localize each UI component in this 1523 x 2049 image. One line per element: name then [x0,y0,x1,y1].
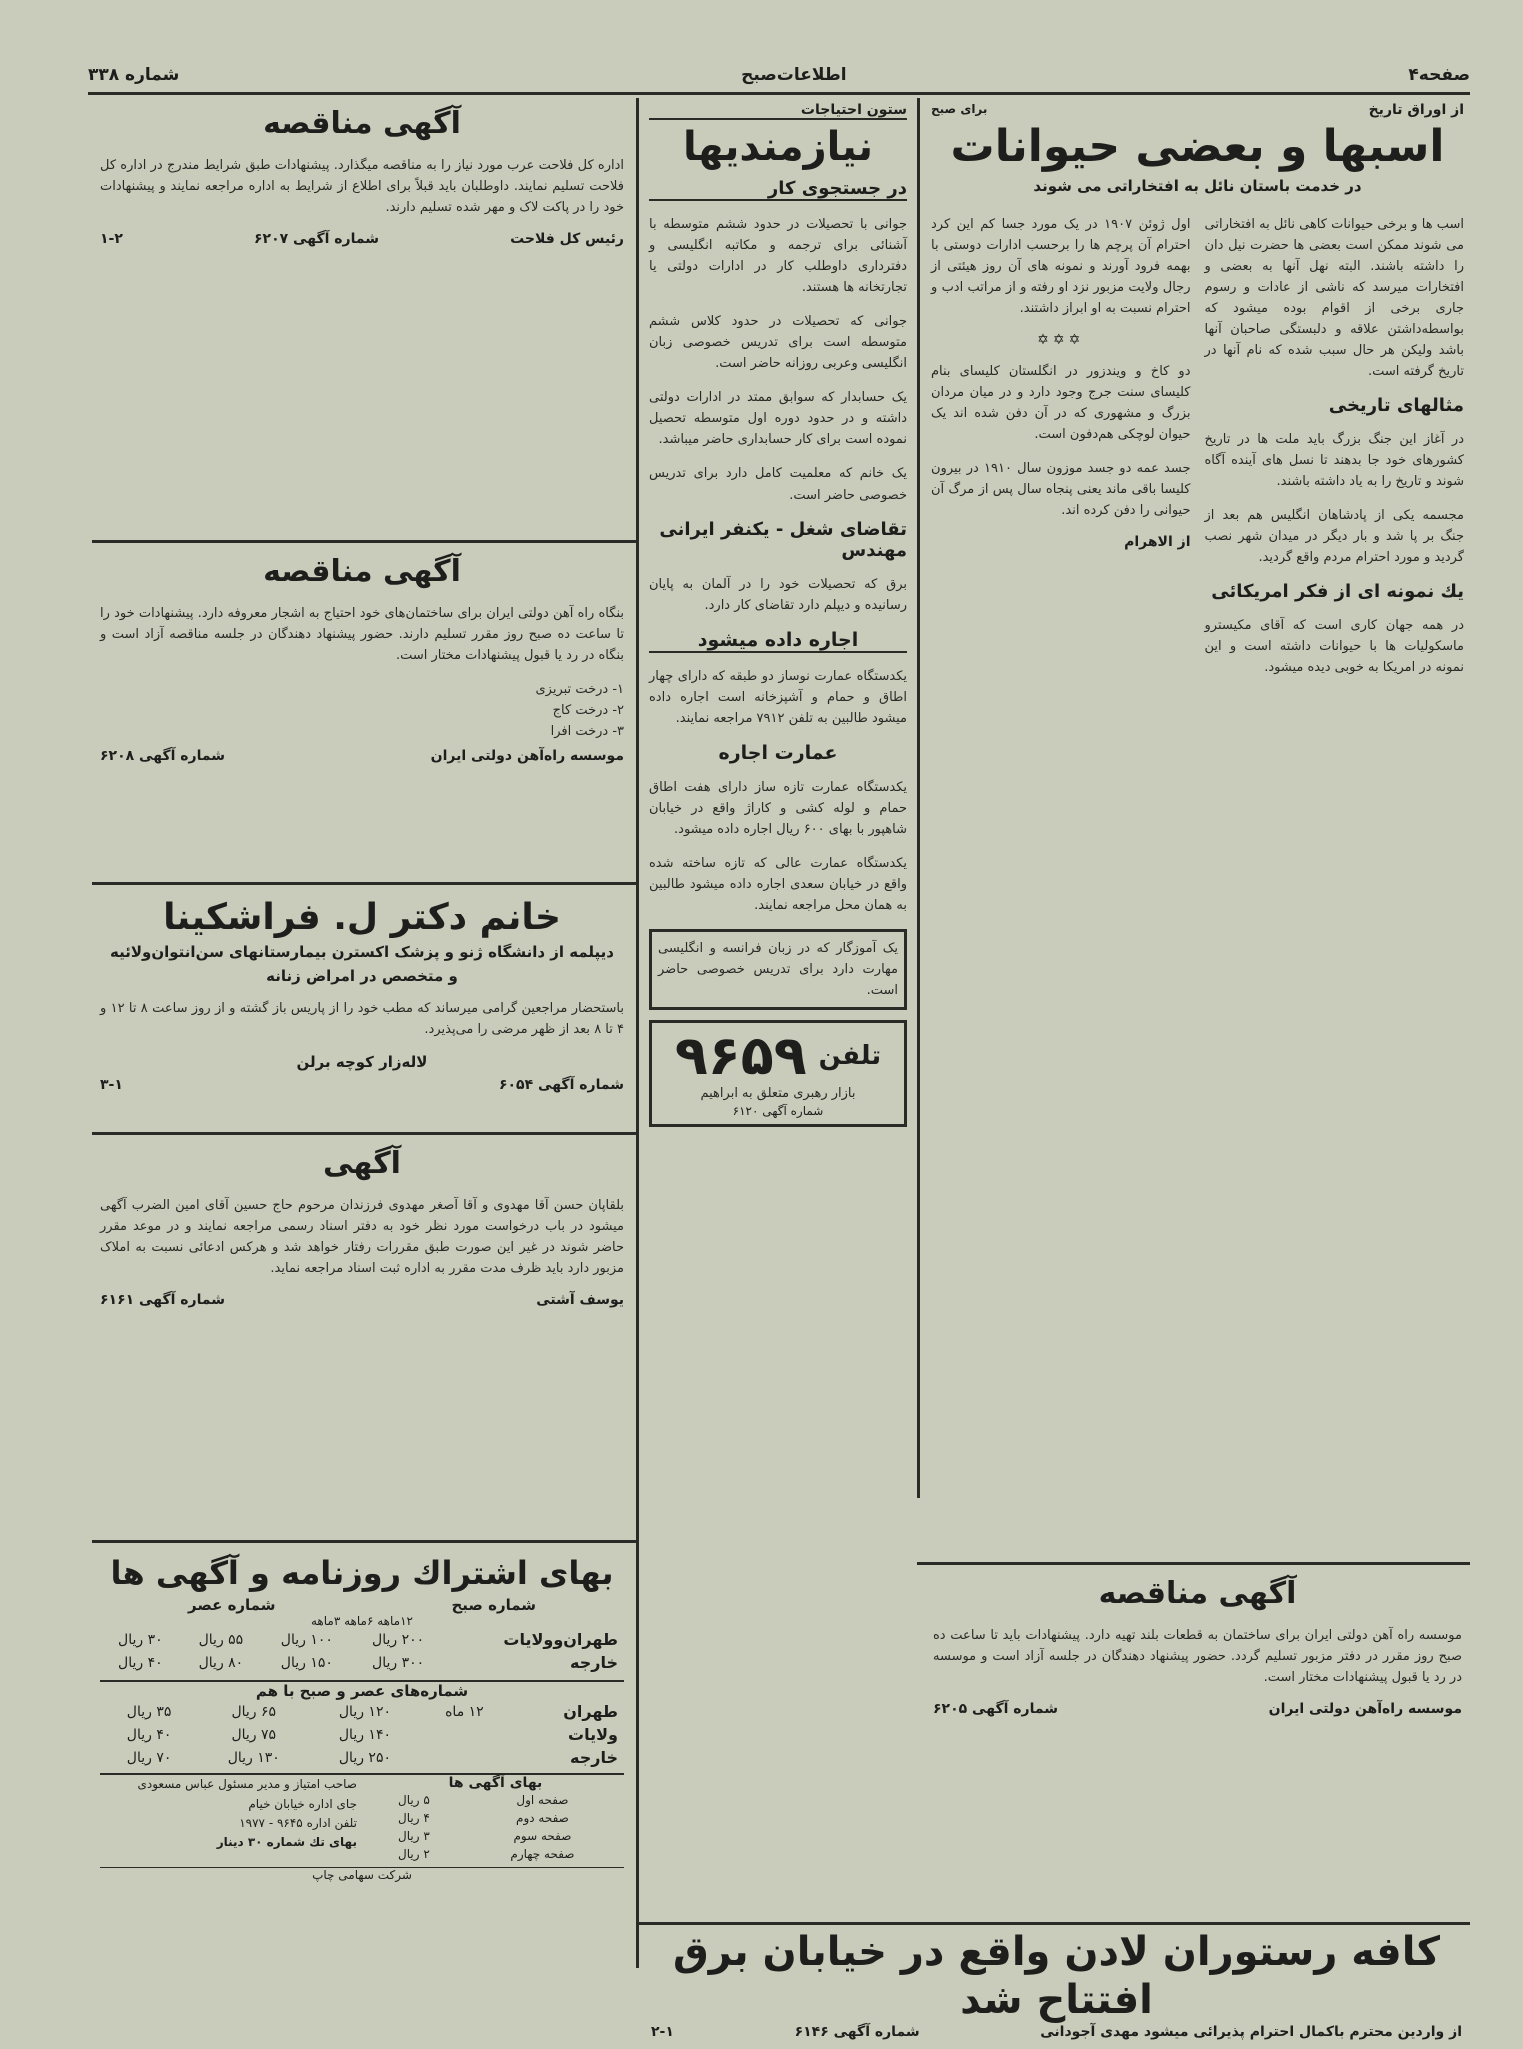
article-paragraph: در آغاز این جنگ بزرگ باید ملت ها در تاریخ کشورهای خود جا بدهند تا نسل های آینده آگاه شوند و تاریخ را به یاد داشته باشند. [1204,431,1464,490]
article-source: از الاهرام [1124,534,1191,551]
classifieds-subhead: عمارت اجاره [718,741,838,764]
divider [92,1132,636,1135]
table-cell: ۵۵ ریال [198,1631,244,1648]
column-rule-left [636,98,639,1968]
classifieds-subhead: تقاضای شغل - یکنفر ایرانی مهندس [659,518,907,561]
kicker: برای صبح [931,102,988,116]
classified-item: یکدستگاه عمارت نوساز دو طبقه که دارای چهار اطاق و حمام و آشپزخانه است اجاره داده میشود طالبین به تلفن ۷۹۱۲ مراجعه نمایند. [649,668,907,726]
classified-item: یکدستگاه عمارت تازه ساز دارای هفت اطاق حمام و لوله کشی و کاراژ واقع در خیابان شاهپور با بهای ۶۰۰ ریال اجاره داده میشود. [649,779,907,837]
divider [92,540,636,543]
article-subhead: در خدمت باستان نائل به افتخاراتی می شوند [1033,176,1362,195]
doctor-body: باستحضار مراجعین گرامی میرساند که مطب خود را از پاریس باز گشته و از روز ساعت ۸ تا ۱۲ و ۴ تا ۸ بعد از ظهر مرضی را می‌پذیرد. [100,1001,625,1038]
table-cell: ۱۳۰ ریال [227,1749,280,1766]
divider [92,882,636,885]
divider [917,1562,1470,1565]
masthead [88,58,1470,92]
article-paragraph: در همه جهان کاری است که آقای مکیسترو ماسکولیات ها با حیوانات داشته است و این نمونه در امریکا به خوبی دیده میشود. [1204,618,1464,676]
tender-title: آگهی مناقصه [1098,1576,1297,1611]
article-paragraph: مجسمه یکی از پادشاهان انگلیس هم بعد از جنگ بر پا شد و بار دیگر در میدان شهر نصب گردید و مورد احترام مردم واقع گردید. [1204,508,1464,566]
table-row: صفحه دوم ۴ ریال [398,1811,569,1826]
divider [636,1922,1470,1925]
classifieds-subhead: در جستجوی کار [649,178,907,201]
subscription-rates [92,1546,632,1966]
doctor-credentials: دیپلمه از دانشگاه ژنو و پزشک اکسترن بیمارستانهای سن‌انتوان‌ولائیه [109,943,615,962]
table-cell: ۴۰ ریال [118,1654,163,1671]
tender-footer [100,231,624,247]
tender-signature: رئیس کل فلاحت [510,231,624,248]
classified-item: جوانی با تحصیلات در حدود ششم متوسطه با آشنائی برای ترجمه و مکاتبه انگلیسی و دفترداری داوطلب کار در ادارات دولتی یا تجارتخانه ها هستند. [649,217,907,296]
table-cell: ۱۰۰ ریال [280,1631,333,1648]
cafe-subtitle: از واردین محترم باکمال احترام پذیرائی میشود مهدی آجودانی [1040,2024,1462,2040]
table-cell: ۶۵ ریال [231,1703,277,1720]
history-article [925,98,1470,1560]
rates-head-both: شماره‌های عصر و صبح با هم [100,1680,624,1700]
public-notice [92,1138,632,1538]
address-line: جای اداره خیابان خیام [248,1796,357,1811]
article-subheading: مثالهای تاریخی [1328,394,1464,416]
tender-footer [933,1701,1462,1717]
table-cell [421,1746,509,1769]
article-paragraph: دو کاخ و ویندزور در انگلستان کلیسای بنام کلیسای سنت جرج وجود دارد و در میان مردان بزرگ و مشهوری که در آن دفن شده اند یک حیوان لوچکی هم‌دفون است. [931,363,1191,442]
tender-item: ۳- درخت افرا [550,724,624,740]
table-row [100,1628,624,1651]
table-cell: ۱۴۰ ریال [338,1726,391,1743]
classified-item: جوانی که تحصیلات در حدود کلاس ششم متوسطه است برای تدریس خصوصی زبان انگلیسی وعربی روزانه حاضر است. [649,314,907,372]
table-cell [421,1723,509,1746]
page-label: صفحه۴ [1408,65,1470,85]
column-rule-right [917,98,920,1498]
tender-item: ۱- درخت تبریزی [535,682,624,698]
doctor-ad-code: ۳-۱ [100,1077,123,1094]
table-row [100,1700,624,1723]
table-cell: ۳۰ ریال [118,1631,163,1648]
table-row: صفحه سوم ۳ ریال [398,1829,572,1844]
tender-body: اداره کل فلاحت عرب مورد نیاز را به مناقصه میگذارد. پیشنهادات طبق شرایط مندرج در اداره کل فلاحت تسلیم نمایند. داوطلبان باید قبلاً برای اطلاع از شرایط به اداره مراجعه نمایند و پیشنهادات خود را در پاکت لاک و مهر شده تسلیم دارند. [100,158,624,216]
masthead-rule [88,92,1470,95]
phone-number: ۹۶۵۹ [674,1024,807,1088]
table-cell: ۱۲ ماه [445,1703,484,1720]
tender-signature: موسسه راه‌آهن دولتی ایران [430,748,624,765]
article-subheading: یك نمونه ای از فكر امریکائی [1211,581,1464,603]
tender-footer [100,748,624,764]
classified-item: یکدستگاه عمارت عالی که تازه ساخته شده واقع در خیابان سعدی اجاره داده میشود طالبین به همان محل مراجعه نمایند. [649,855,907,914]
row-label: طهران [563,1702,618,1722]
issue-number: شماره ۳۳۸ [88,65,180,85]
table-row [100,1723,624,1746]
separator-ornament: ✡✡✡ [1037,331,1085,348]
row-label: طهران‌وولایات [503,1630,618,1650]
rates-table-both [100,1700,624,1769]
notice-signature: یوسف آشتی [536,1292,624,1309]
table-row: صفحه اول ۵ ریال [398,1793,569,1808]
tender-number: شماره آگهی ۶۲۰۸ [100,748,226,765]
classifieds-headline: نیازمندیها [682,124,874,170]
rates-head-asr: شماره عصر [187,1596,276,1615]
section-tag: از اوراق تاریخ [1368,102,1464,118]
doctor-footer [100,1077,624,1093]
table-row [100,1651,624,1674]
tender-number: شماره آگهی ۶۲۰۷ [253,231,380,248]
section-tag: ستون احتیاجات [649,102,907,120]
doctor-ad-number: شماره آگهی ۶۰۵۴ [498,1077,624,1094]
table-cell: ۲۰۰ ریال [372,1631,425,1648]
table-cell: ۷۵ ریال [231,1726,277,1743]
notice-number: شماره آگهی ۶۱۶۱ [100,1292,226,1309]
table-cell: ۳۵ ریال [126,1703,172,1720]
row-label: خارجه [570,1653,618,1673]
row-label: ولایات [568,1725,618,1745]
phone-label: تلفن [818,1041,882,1072]
rates-head-sobh: شماره صبح [451,1596,537,1615]
table-row [100,1746,624,1769]
phone-ad [649,1020,907,1127]
row-label: خارجه [570,1748,618,1768]
classifieds-column [643,98,913,1798]
article-paragraph: اسب ها و برخی حیوانات کاهی نائل به افتخاراتی می شوند ممکن است بعضی ها حضرت نیل دان را داشته باشند. البته نهل آنها به بعضی و افتخارات میرسد که ناشی از عادات و رسوم جاری برخی از اقوام بوده میشود که بواسطه‌داشتن علاقه و دلبستگی صاحبان آنها باشد ولیکن هر حال سبب شده که نام آنها در تاریخ گرفته است. [1204,216,1464,379]
cafe-ad [643,1926,1470,2040]
classified-item: یک آموزگار که در زبان فرانسه و انگلیسی مهارت دارد برای تدریس خصوصی حاضر است. [658,941,898,999]
tender-item: ۲- درخت کاج [552,703,624,719]
phone-caption: بازار رهبری متعلق به ابراهیم [700,1086,856,1102]
doctor-ad [92,888,632,1130]
table-cell: ۸۰ ریال [198,1654,244,1671]
tender-signature: موسسه راه‌آهن دولتی ایران [1268,1701,1462,1718]
notice-body: بلقاپان حسن آقا مهدوی و آقا آصغر مهدوی فرزندان مرحوم حاج حسین آقای امین الضرب آگهی میشود در باب درخواست مورد نظر خود به دفتر اسناد رسمی مراجعه نمایند و در موعد مقرر حاضر شوند در غیر این صورت طبق مقررات رفتار خواهد شد و هرکس ادعائی نسبت به املاک مزبور دارد باید ظرف مدت مقرر به اداره ثبت اسناد مراجعه نماید. [100,1198,624,1277]
tender-title: آگهی مناقصه [263,554,461,589]
cafe-code: ۲-۱ [651,2024,674,2040]
table-cell: ۴۰ ریال [126,1726,172,1743]
notice-title: آگهی [323,1146,401,1181]
doctor-address: لاله‌زار کوچه برلن [296,1053,428,1072]
tender-notice-2 [92,546,632,880]
tender-number: شماره آگهی ۶۲۰۵ [933,1701,1059,1718]
rates-table [100,1628,624,1674]
tender-code: ۱-۲ [100,231,123,248]
printer-line: شرکت سهامی چاپ [100,1867,624,1882]
owner-line: صاحب امتیاز و مدیر مسئول عباس مسعودی [137,1777,357,1792]
table-cell: ۱۵۰ ریال [280,1654,333,1671]
classified-item: یک حسابدار که سوابق ممتد در ادارات دولتی داشته و در حدود دوره اول متوسطه تحصیل نموده است برای کار حسابداری حاضر میباشد. [649,390,907,448]
tender-notice-1 [92,98,632,538]
ad-rates-title: بهای آگهی ها [448,1775,543,1792]
doctor-specialty: و متخصص در امراض زنانه [266,967,458,986]
tender-body: موسسه راه آهن دولتی ایران برای ساختمان به قطعات بلند تهیه دارد. پیشنهادات باید تا ساعت ده صبح روز مقرر در دفتر مزبور تسلیم گردد. حضور پیشنهاد دهندگان در جلسه آزاد است و موسسه در رد یا قبول پیشنهادات مختار است. [933,1628,1462,1686]
classifieds-subhead: اجاره داده میشود [649,629,907,653]
rates-periods: ۱۲ماهه ۶ماهه ۳ماهه [311,1614,413,1629]
article-headline: اسبها و بعضی حیوانات [950,121,1445,172]
cafe-number: شماره آگهی ۶۱۴۶ [794,2024,920,2040]
phones-line: تلفن اداره ۹۶۴۵ - ۱۹۷۷ [239,1815,357,1830]
article-paragraph: اول ژوئن ۱۹۰۷ در یک مورد جسا کم این کرد احترام آن پرچم ها را برحسب ادارات دوستی با بهمه فرود آورند و نمونه های آن روز هیئتی از رجال ولایت مزبور نزد او رفته و از مراتب ادب و احترام نسبت به او ابراز داشتند. [931,216,1191,316]
table-cell: ۱۲۰ ریال [338,1703,391,1720]
article-paragraph: جسد عمه دو جسد موزون سال ۱۹۱۰ در بیرون کلیسا باقی ماند یعنی پنجاه سال پس از مرگ آن حیوانی را دفن کرده اند. [931,461,1191,519]
notice-footer [100,1292,624,1308]
tender-body: بنگاه راه آهن دولتی ایران برای ساختمان‌های خود احتیاج به اشجار معروفه دارد. پیشنهادات خود را تا ساعت ده صبح روز مقرر تسلیم دارند. حضور پیشنهاد دهندگان در جلسه مناقصه آزاد است و بنگاه در رد یا قبول پیشنهادات مختار است. [100,606,624,664]
rates-title: بهای اشتراك روزنامه و آگهی ها [110,1554,614,1592]
tender-notice-3 [925,1568,1470,1918]
classified-item: برق که تحصیلات خود را در آلمان به پایان رسانیده و دیپلم دارد تقاضای کار دارد. [649,576,907,613]
ad-rates-table [367,1791,624,1863]
single-copy-price: بهای تك شماره ۳۰ دینار [216,1834,357,1849]
table-cell: ۳۰۰ ریال [372,1654,425,1671]
divider [92,1540,636,1543]
tender-title: آگهی مناقصه [263,106,461,141]
doctor-name: خانم دکتر ل. فراشکینا [163,897,561,938]
table-cell: ۷۰ ریال [126,1749,172,1766]
classified-item: یک خانم که معلمیت کامل دارد برای تدریس خصوصی حاضر است. [649,466,907,503]
paper-title: اطلاعات‌صبح [741,65,847,85]
table-row: صفحه چهارم ۲ ریال [398,1847,575,1862]
phone-ad-number: شماره آگهی ۶۱۲۰ [732,1104,824,1119]
table-cell: ۲۵۰ ریال [338,1749,391,1766]
teacher-box [649,929,907,1010]
cafe-title: کافه رستوران لادن واقع در خیابان برق افتتاح شد [672,1929,1441,2023]
